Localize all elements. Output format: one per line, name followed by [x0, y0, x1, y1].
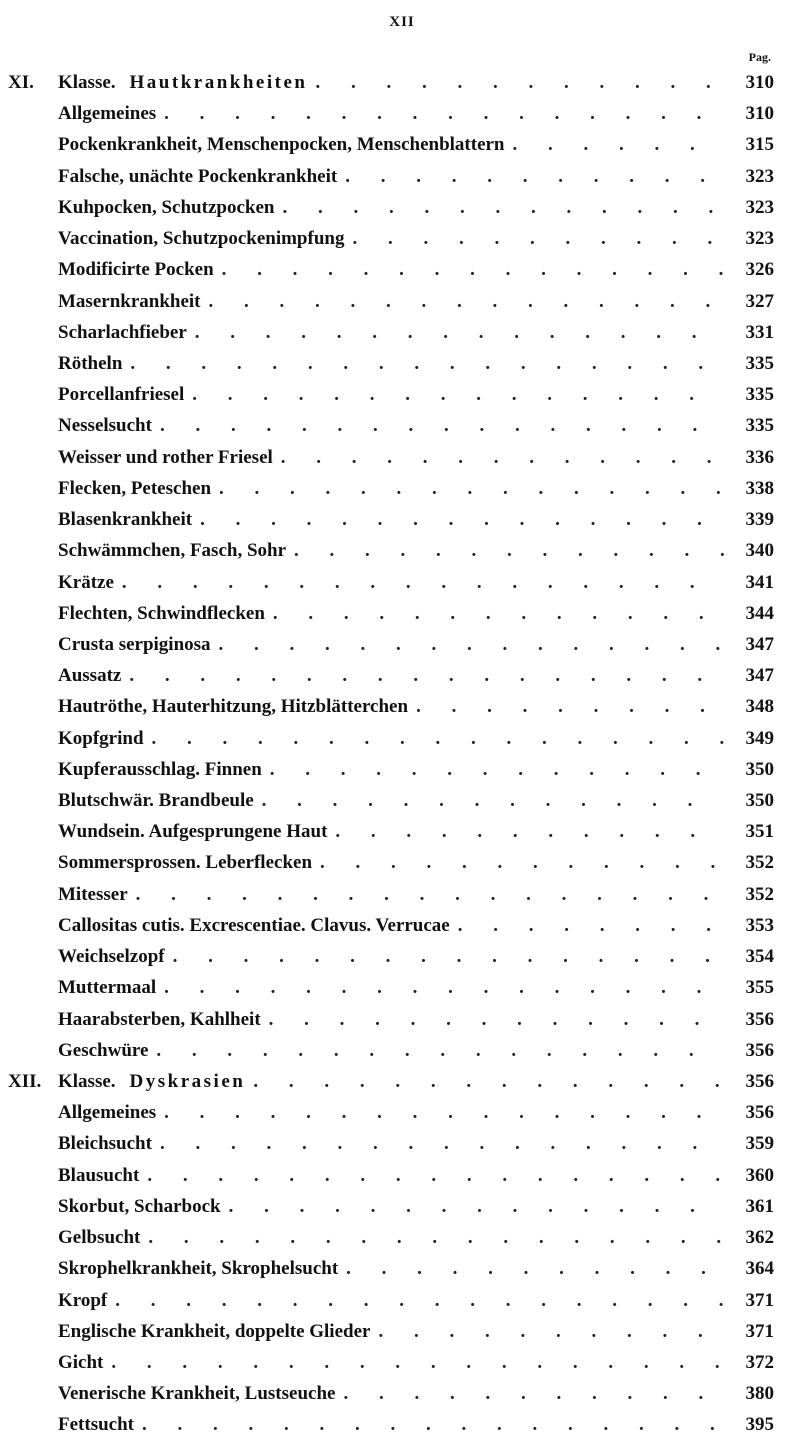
toc-entry [8, 598, 774, 629]
section-klasse: Klasse. [58, 72, 116, 93]
toc-entry [8, 816, 774, 847]
section-heading [8, 1066, 774, 1097]
dot-leader [122, 567, 724, 598]
dot-leader [164, 972, 724, 1003]
entry-title: Nesselsucht [58, 415, 152, 437]
toc-entry [8, 691, 774, 722]
entry-page: 356 [745, 1008, 774, 1030]
dot-leader [352, 223, 724, 254]
toc-entry [8, 192, 774, 223]
toc-entry [8, 1128, 774, 1159]
dot-leader [130, 348, 724, 379]
entry-page: 323 [745, 228, 774, 250]
dot-leader [315, 67, 724, 98]
entry-page: 344 [745, 602, 774, 624]
dot-leader [195, 317, 724, 348]
entry-page: 371 [745, 1320, 774, 1342]
toc-entry [8, 1222, 774, 1253]
section-page: 356 [745, 1071, 774, 1092]
dot-leader [343, 1378, 724, 1409]
dot-leader [115, 1285, 724, 1316]
dot-leader [142, 1409, 724, 1440]
entry-page: 364 [745, 1258, 774, 1280]
entry-title: Krätze [58, 571, 114, 593]
entry-page: 347 [745, 633, 774, 655]
toc-entry [8, 286, 774, 317]
entry-title: Masernkrankheit [58, 290, 201, 312]
entry-title: Weisser und rother Friesel [58, 446, 273, 468]
entry-page: 310 [745, 103, 774, 125]
entry-page: 360 [745, 1164, 774, 1186]
dot-leader [136, 879, 724, 910]
toc-entry [8, 1004, 774, 1035]
toc-entry [8, 317, 774, 348]
entry-page: 323 [745, 196, 774, 218]
toc-entry [8, 1253, 774, 1284]
toc-entry [8, 98, 774, 129]
dot-leader [219, 629, 724, 660]
section-title: Hautkrankheiten [129, 72, 308, 93]
entry-page: 323 [745, 165, 774, 187]
dot-leader [378, 1316, 724, 1347]
entry-page: 335 [745, 352, 774, 374]
dot-leader [335, 816, 724, 847]
entry-title: Modificirte Pocken [58, 259, 214, 281]
dot-leader [458, 910, 724, 941]
entry-title: Kropf [58, 1289, 108, 1311]
toc-entry [8, 442, 774, 473]
entry-title: Allgemeines [58, 103, 157, 125]
entry-page: 347 [745, 665, 774, 687]
toc-entry [8, 254, 774, 285]
entry-page: 341 [745, 571, 774, 593]
entry-title: Sommersprossen. Leberflecken [58, 852, 313, 874]
entry-title: Bleichsucht [58, 1133, 152, 1155]
entry-title: Haarabsterben, Kahlheit [58, 1008, 261, 1030]
entry-title: Englische Krankheit, doppelte Glieder [58, 1320, 371, 1342]
page-column-header: Pag. [748, 50, 771, 64]
entry-title: Crusta serpiginosa [58, 633, 211, 655]
dot-leader [294, 535, 724, 566]
entry-page: 352 [745, 883, 774, 905]
entry-title: Mitesser [58, 883, 128, 905]
toc-entry [8, 660, 774, 691]
entry-title: Blutschwär. Brandbeule [58, 790, 254, 812]
entry-title: Blasenkrankheit [58, 509, 193, 531]
section-klasse: Klasse. [58, 1071, 116, 1092]
toc-entry [8, 410, 774, 441]
toc-entry [8, 910, 774, 941]
dot-leader [219, 473, 724, 504]
dot-leader [270, 754, 724, 785]
toc-entry [8, 379, 774, 410]
entry-title: Wundsein. Aufgesprungene Haut [58, 821, 328, 843]
toc-entry [8, 629, 774, 660]
dot-leader [156, 1035, 724, 1066]
entry-title: Gicht [58, 1351, 104, 1373]
toc-entry [8, 941, 774, 972]
dot-leader [164, 1097, 724, 1128]
dot-leader [222, 254, 724, 285]
entry-title: Rötheln [58, 352, 123, 374]
dot-leader [160, 1128, 724, 1159]
dot-leader [416, 691, 724, 722]
entry-title: Callositas cutis. Excrescentiae. Clavus. Verrucae [58, 914, 450, 936]
toc-entry [8, 785, 774, 816]
entry-page: 336 [745, 446, 774, 468]
dot-leader [269, 1004, 724, 1035]
entry-title: Pockenkrankheit, Menschenpocken, Menschenblattern [58, 134, 505, 156]
dot-leader [229, 1191, 724, 1222]
entry-page: 335 [745, 415, 774, 437]
toc-entry [8, 504, 774, 535]
toc-entry [8, 567, 774, 598]
toc-entry [8, 535, 774, 566]
entry-page: 327 [745, 290, 774, 312]
dot-leader [282, 192, 724, 223]
dot-leader [281, 442, 724, 473]
dot-leader [129, 660, 724, 691]
entry-title: Porcellanfriesel [58, 384, 185, 406]
table-of-contents [8, 67, 774, 1441]
entry-page: 352 [745, 852, 774, 874]
dot-leader [253, 1066, 724, 1097]
entry-page: 372 [745, 1351, 774, 1373]
entry-page: 326 [745, 259, 774, 281]
toc-entry [8, 1347, 774, 1378]
toc-entry [8, 1097, 774, 1128]
entry-title: Schwämmchen, Fasch, Sohr [58, 540, 287, 562]
entry-page: 315 [745, 134, 774, 156]
toc-entry [8, 1285, 774, 1316]
entry-title: Kupferausschlag. Finnen [58, 758, 262, 780]
entry-title: Weichselzopf [58, 946, 165, 968]
entry-page: 349 [745, 727, 774, 749]
entry-page: 350 [745, 758, 774, 780]
entry-title: Flecken, Peteschen [58, 477, 212, 499]
dot-leader [262, 785, 724, 816]
entry-page: 339 [745, 509, 774, 531]
entry-page: 338 [745, 477, 774, 499]
section-numeral: XII. [8, 1071, 42, 1092]
entry-title: Muttermaal [58, 977, 157, 999]
dot-leader [147, 1160, 724, 1191]
toc-entry [8, 879, 774, 910]
entry-title: Aussatz [58, 665, 122, 687]
entry-page: 348 [745, 696, 774, 718]
dot-leader [513, 129, 725, 160]
toc-entry [8, 723, 774, 754]
entry-title: Flechten, Schwindflecken [58, 602, 265, 624]
entry-page: 335 [745, 384, 774, 406]
entry-page: 359 [745, 1133, 774, 1155]
dot-leader [209, 286, 725, 317]
dot-leader [160, 410, 724, 441]
dot-leader [173, 941, 724, 972]
dot-leader [346, 1253, 724, 1284]
entry-page: 331 [745, 321, 774, 343]
entry-title: Scharlachfieber [58, 321, 187, 343]
entry-title: Skorbut, Scharbock [58, 1195, 221, 1217]
entry-title: Gelbsucht [58, 1227, 141, 1249]
entry-page: 353 [745, 914, 774, 936]
toc-entry [8, 129, 774, 160]
toc-entry [8, 972, 774, 1003]
entry-page: 356 [745, 1102, 774, 1124]
dot-leader [152, 723, 724, 754]
entry-page: 355 [745, 977, 774, 999]
entry-page: 380 [745, 1383, 774, 1405]
toc-entry [8, 473, 774, 504]
toc-entry [8, 754, 774, 785]
entry-title: Blausucht [58, 1164, 140, 1186]
toc-entry [8, 1378, 774, 1409]
entry-page: 371 [745, 1289, 774, 1311]
toc-entry [8, 847, 774, 878]
entry-title: Skrophelkrankheit, Skrophelsucht [58, 1258, 339, 1280]
section-page: 310 [745, 72, 774, 93]
entry-page: 356 [745, 1039, 774, 1061]
entry-page: 362 [745, 1227, 774, 1249]
page-number: XII [389, 14, 415, 30]
entry-title: Geschwüre [58, 1039, 149, 1061]
dot-leader [345, 161, 724, 192]
toc-entry [8, 1035, 774, 1066]
entry-title: Kuhpocken, Schutzpocken [58, 196, 275, 218]
entry-title: Fettsucht [58, 1414, 134, 1436]
toc-entry [8, 161, 774, 192]
toc-entry [8, 348, 774, 379]
dot-leader [320, 847, 724, 878]
entry-page: 395 [745, 1414, 774, 1436]
toc-entry [8, 1409, 774, 1440]
toc-entry [8, 1191, 774, 1222]
entry-page: 354 [745, 946, 774, 968]
section-title: Dyskrasien [129, 1071, 246, 1092]
entry-title: Allgemeines [58, 1102, 157, 1124]
dot-leader [164, 98, 724, 129]
toc-entry [8, 1316, 774, 1347]
toc-entry [8, 223, 774, 254]
entry-title: Vaccination, Schutzpockenimpfung [58, 228, 345, 250]
dot-leader [148, 1222, 724, 1253]
dot-leader [200, 504, 724, 535]
entry-title: Hautröthe, Hauterhitzung, Hitzblätterchen [58, 696, 409, 718]
dot-leader [192, 379, 724, 410]
entry-page: 361 [745, 1195, 774, 1217]
entry-title: Falsche, unächte Pockenkrankheit [58, 165, 338, 187]
entry-page: 340 [745, 540, 774, 562]
entry-title: Kopfgrind [58, 727, 144, 749]
toc-entry [8, 1160, 774, 1191]
dot-leader [111, 1347, 724, 1378]
entry-title: Venerische Krankheit, Lustseuche [58, 1383, 336, 1405]
dot-leader [273, 598, 724, 629]
section-numeral: XI. [8, 72, 34, 93]
entry-page: 351 [745, 821, 774, 843]
entry-page: 350 [745, 790, 774, 812]
section-heading [8, 67, 774, 98]
